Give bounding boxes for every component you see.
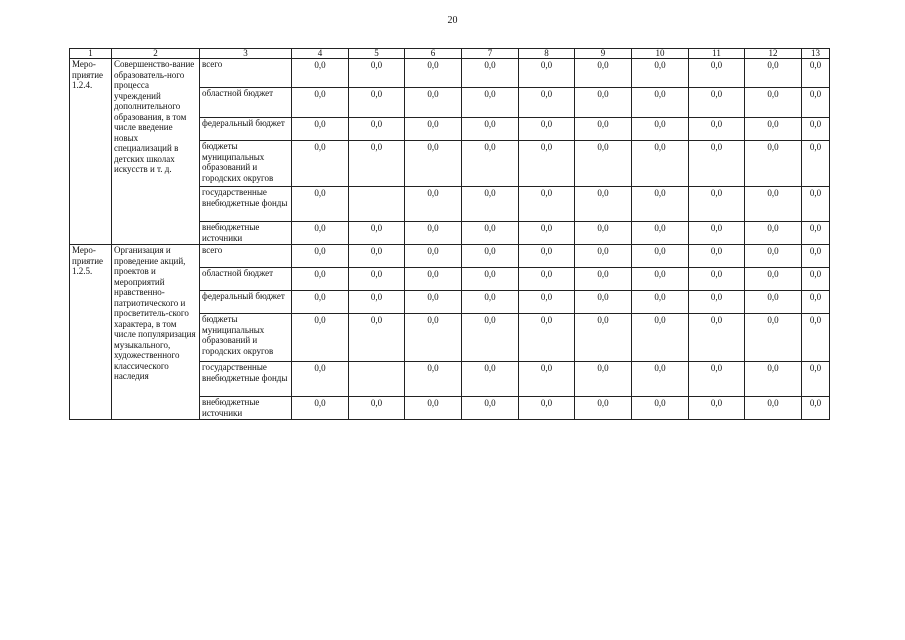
header-cell: 10	[632, 49, 689, 59]
value-cell: 0,0	[292, 245, 349, 268]
header-cell: 7	[462, 49, 519, 59]
value-cell: 0,0	[745, 268, 802, 291]
page-number: 20	[447, 15, 458, 26]
header-cell: 2	[112, 49, 200, 59]
value-cell: 0,0	[575, 362, 632, 397]
value-cell: 0,0	[462, 187, 519, 222]
value-cell: 0,0	[405, 59, 462, 88]
value-cell: 0,0	[745, 245, 802, 268]
value-cell: 0,0	[632, 291, 689, 314]
table-row	[70, 59, 830, 88]
value-cell: 0,0	[519, 141, 575, 187]
value-cell: 0,0	[745, 314, 802, 362]
value-cell: 0,0	[405, 397, 462, 420]
header-cell: 6	[405, 49, 462, 59]
value-cell: 0,0	[632, 268, 689, 291]
value-cell: 0,0	[462, 222, 519, 245]
value-cell: 0,0	[405, 268, 462, 291]
value-cell: 0,0	[292, 187, 349, 222]
value-cell: 0,0	[745, 222, 802, 245]
value-cell: 0,0	[405, 141, 462, 187]
value-cell: 0,0	[292, 268, 349, 291]
value-cell: 0,0	[519, 314, 575, 362]
value-cell: 0,0	[575, 291, 632, 314]
funding-source: областной бюджет	[200, 268, 292, 291]
value-cell: 0,0	[462, 88, 519, 118]
header-row	[70, 49, 830, 59]
value-cell: 0,0	[462, 59, 519, 88]
value-cell: 0,0	[802, 141, 830, 187]
value-cell: 0,0	[689, 397, 745, 420]
funding-source: областной бюджет	[200, 88, 292, 118]
funding-source: внебюджетные источники	[200, 222, 292, 245]
value-cell: 0,0	[349, 141, 405, 187]
funding-source: внебюджетные источники	[200, 397, 292, 420]
funding-source: федеральный бюджет	[200, 118, 292, 141]
value-cell: 0,0	[519, 222, 575, 245]
value-cell: 0,0	[802, 118, 830, 141]
value-cell: 0,0	[292, 118, 349, 141]
value-cell: 0,0	[292, 291, 349, 314]
value-cell: 0,0	[575, 268, 632, 291]
value-cell: 0,0	[519, 118, 575, 141]
value-cell: 0,0	[745, 141, 802, 187]
table-row	[70, 245, 830, 268]
value-cell	[349, 187, 405, 222]
value-cell: 0,0	[519, 291, 575, 314]
value-cell: 0,0	[632, 141, 689, 187]
value-cell: 0,0	[349, 245, 405, 268]
value-cell: 0,0	[462, 397, 519, 420]
value-cell: 0,0	[689, 141, 745, 187]
value-cell: 0,0	[519, 397, 575, 420]
funding-source: бюджеты муниципальных образований и городских округов	[200, 314, 292, 362]
value-cell: 0,0	[292, 222, 349, 245]
value-cell: 0,0	[349, 268, 405, 291]
value-cell: 0,0	[632, 314, 689, 362]
value-cell: 0,0	[689, 291, 745, 314]
value-cell: 0,0	[632, 222, 689, 245]
value-cell: 0,0	[745, 187, 802, 222]
value-cell: 0,0	[349, 88, 405, 118]
value-cell: 0,0	[575, 222, 632, 245]
value-cell: 0,0	[462, 314, 519, 362]
value-cell: 0,0	[802, 245, 830, 268]
table-body	[70, 49, 830, 420]
header-cell: 13	[802, 49, 830, 59]
funding-source: федеральный бюджет	[200, 291, 292, 314]
header-cell: 5	[349, 49, 405, 59]
value-cell: 0,0	[519, 88, 575, 118]
value-cell: 0,0	[802, 314, 830, 362]
value-cell: 0,0	[632, 118, 689, 141]
value-cell: 0,0	[292, 397, 349, 420]
header-cell: 4	[292, 49, 349, 59]
value-cell: 0,0	[632, 59, 689, 88]
value-cell: 0,0	[462, 245, 519, 268]
value-cell: 0,0	[462, 362, 519, 397]
value-cell: 0,0	[802, 88, 830, 118]
measure-id: Меро-приятие 1.2.5.	[70, 245, 112, 420]
value-cell: 0,0	[689, 59, 745, 88]
value-cell: 0,0	[575, 397, 632, 420]
value-cell: 0,0	[689, 88, 745, 118]
value-cell: 0,0	[292, 362, 349, 397]
value-cell: 0,0	[802, 187, 830, 222]
value-cell: 0,0	[689, 118, 745, 141]
value-cell: 0,0	[632, 187, 689, 222]
value-cell: 0,0	[292, 88, 349, 118]
value-cell: 0,0	[349, 314, 405, 362]
value-cell: 0,0	[802, 291, 830, 314]
value-cell: 0,0	[462, 268, 519, 291]
header-cell: 9	[575, 49, 632, 59]
value-cell: 0,0	[519, 187, 575, 222]
value-cell: 0,0	[632, 88, 689, 118]
value-cell: 0,0	[405, 362, 462, 397]
value-cell: 0,0	[349, 222, 405, 245]
value-cell: 0,0	[405, 187, 462, 222]
value-cell: 0,0	[349, 59, 405, 88]
value-cell: 0,0	[689, 187, 745, 222]
value-cell: 0,0	[405, 291, 462, 314]
funding-source: всего	[200, 59, 292, 88]
value-cell: 0,0	[292, 141, 349, 187]
value-cell: 0,0	[802, 397, 830, 420]
value-cell: 0,0	[462, 118, 519, 141]
value-cell: 0,0	[689, 222, 745, 245]
measure-id: Меро-приятие 1.2.4.	[70, 59, 112, 245]
value-cell: 0,0	[575, 245, 632, 268]
value-cell: 0,0	[575, 141, 632, 187]
value-cell: 0,0	[632, 245, 689, 268]
header-cell: 11	[689, 49, 745, 59]
value-cell: 0,0	[745, 59, 802, 88]
value-cell: 0,0	[575, 88, 632, 118]
value-cell: 0,0	[349, 118, 405, 141]
value-cell: 0,0	[802, 268, 830, 291]
value-cell: 0,0	[632, 362, 689, 397]
value-cell: 0,0	[519, 268, 575, 291]
value-cell: 0,0	[745, 118, 802, 141]
measure-description: Организация и проведение акций, проектов и мероприятий нравственно-патриотического и просветитель-ского характера, в том числе популяризация музыкального, художественного классического наследия	[112, 245, 200, 420]
value-cell: 0,0	[802, 59, 830, 88]
value-cell: 0,0	[349, 291, 405, 314]
value-cell: 0,0	[745, 362, 802, 397]
value-cell: 0,0	[689, 362, 745, 397]
header-cell: 12	[745, 49, 802, 59]
value-cell: 0,0	[632, 397, 689, 420]
value-cell: 0,0	[462, 291, 519, 314]
value-cell: 0,0	[689, 314, 745, 362]
measure-description: Совершенство-вание образователь-ного процесса учреждений дополнительного образования, в том числе введение новых специализаций в детских школах искусств и т. д.	[112, 59, 200, 245]
funding-source: государственные внебюджетные фонды	[200, 362, 292, 397]
funding-source: всего	[200, 245, 292, 268]
value-cell: 0,0	[689, 245, 745, 268]
value-cell: 0,0	[802, 362, 830, 397]
value-cell: 0,0	[575, 118, 632, 141]
value-cell: 0,0	[519, 245, 575, 268]
value-cell: 0,0	[405, 245, 462, 268]
value-cell: 0,0	[802, 222, 830, 245]
value-cell: 0,0	[519, 362, 575, 397]
funding-source: бюджеты муниципальных образований и городских округов	[200, 141, 292, 187]
value-cell: 0,0	[575, 187, 632, 222]
value-cell: 0,0	[575, 314, 632, 362]
value-cell: 0,0	[689, 268, 745, 291]
value-cell: 0,0	[519, 59, 575, 88]
header-cell: 3	[200, 49, 292, 59]
header-cell: 8	[519, 49, 575, 59]
value-cell: 0,0	[745, 397, 802, 420]
value-cell: 0,0	[745, 88, 802, 118]
funding-source: государственные внебюджетные фонды	[200, 187, 292, 222]
value-cell: 0,0	[745, 291, 802, 314]
value-cell: 0,0	[405, 88, 462, 118]
value-cell: 0,0	[405, 314, 462, 362]
value-cell: 0,0	[405, 222, 462, 245]
value-cell: 0,0	[405, 118, 462, 141]
header-cell: 1	[70, 49, 112, 59]
value-cell: 0,0	[575, 59, 632, 88]
value-cell: 0,0	[349, 397, 405, 420]
value-cell: 0,0	[292, 314, 349, 362]
budget-table	[69, 48, 830, 420]
value-cell	[349, 362, 405, 397]
value-cell: 0,0	[462, 141, 519, 187]
value-cell: 0,0	[292, 59, 349, 88]
